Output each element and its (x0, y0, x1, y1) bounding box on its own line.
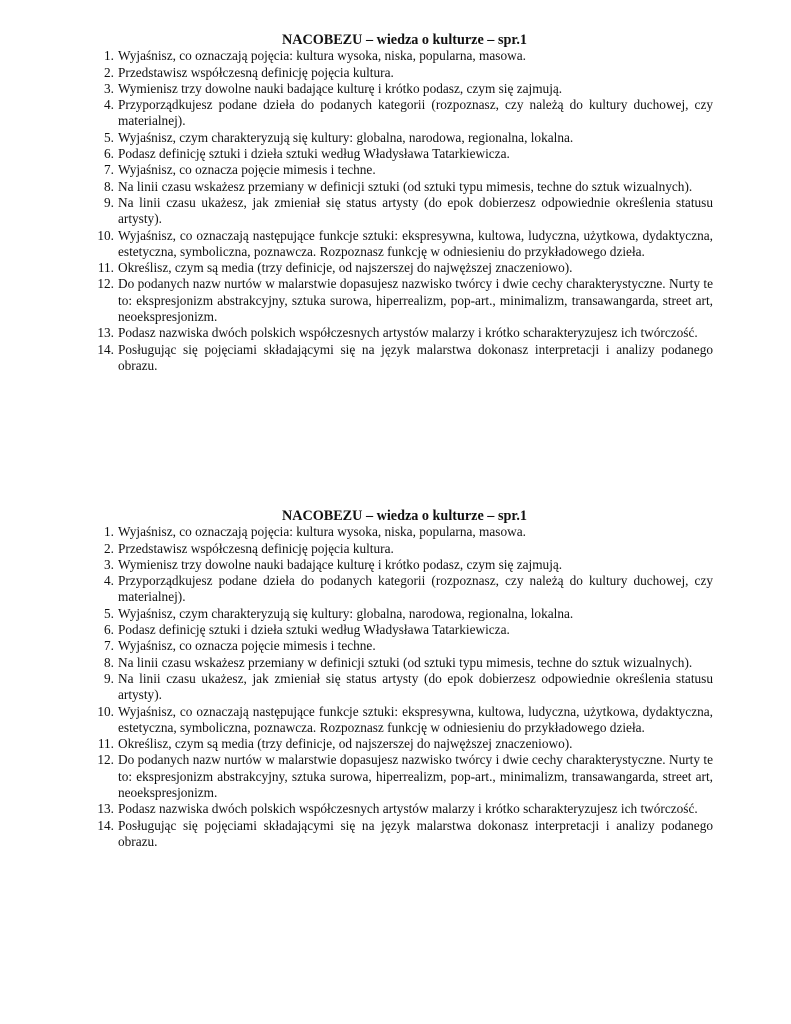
task-item (88, 524, 713, 540)
task-item (88, 146, 713, 162)
task-text: Na linii czasu ukażesz, jak zmieniał się status artysty (do epok dobierzesz odpowiednie określenia statusu artysty). (118, 194, 713, 227)
task-number: 14. (97, 341, 114, 357)
task-item (88, 325, 713, 341)
task-item (88, 573, 713, 606)
task-text: Do podanych nazw nurtów w malarstwie dopasujesz nazwisko twórcy i dwie cechy charakterystyczne. Nurty te to: ekspresjonizm abstrakcyjny, sztuka surowa, hiperrealizm, pop-art., minimalizm, transawangarda, street art, neoekspresjonizm. (118, 276, 713, 325)
task-text: Posługując się pojęciami składającymi się na język malarstwa dokonasz interpretacji i analizy podanego obrazu. (118, 817, 713, 849)
task-number: 8. (104, 178, 114, 194)
task-item (88, 162, 713, 178)
worksheet-top (88, 32, 713, 374)
task-number: 3. (104, 80, 114, 96)
task-number: 13. (97, 325, 114, 341)
task-list (88, 524, 713, 850)
task-text: Podasz definicję sztuki i dzieła sztuki według Władysława Tatarkiewicza. (118, 622, 510, 638)
task-number: 9. (104, 194, 114, 210)
task-item (88, 818, 713, 851)
worksheet-bottom (88, 508, 713, 850)
task-number: 12. (97, 752, 114, 768)
task-text: Posługując się pojęciami składającymi się na język malarstwa dokonasz interpretacji i analizy podanego obrazu. (118, 341, 713, 373)
task-item (88, 179, 713, 195)
task-list (88, 48, 713, 374)
task-text: Określisz, czym są media (trzy definicje, od najszerszej do najwęższej znaczeniowo). (118, 260, 573, 276)
task-text: Wyjaśnisz, czym charakteryzują się kultury: globalna, narodowa, regionalna, lokalna. (118, 129, 574, 145)
task-text: Wyjaśnisz, co oznacza pojęcie mimesis i techne. (118, 162, 376, 178)
task-item (88, 97, 713, 130)
task-number: 6. (104, 146, 114, 162)
task-number: 7. (104, 162, 114, 178)
task-text: Wyjaśnisz, co oznaczają pojęcia: kultura wysoka, niska, popularna, masowa. (118, 524, 526, 540)
task-number: 7. (104, 638, 114, 654)
task-item (88, 655, 713, 671)
task-number: 10. (97, 703, 114, 719)
task-text: Wyjaśnisz, co oznaczają następujące funkcje sztuki: ekspresywna, kultowa, ludyczna, użytkowa, dydaktyczna, estetyczna, symboliczna, poznawcza. Rozpoznasz funkcję w odniesieniu do przykładowego dzieła. (118, 703, 713, 735)
task-text: Określisz, czym są media (trzy definicje, od najszerszej do najwęższej znaczeniowo). (118, 736, 573, 752)
task-number: 1. (104, 524, 114, 540)
task-number: 8. (104, 654, 114, 670)
task-text: Wymienisz trzy dowolne nauki badające kulturę i krótko podasz, czym się zajmują. (118, 556, 563, 572)
task-text: Na linii czasu ukażesz, jak zmieniał się status artysty (do epok dobierzesz odpowiednie określenia statusu artysty). (118, 670, 713, 703)
task-item (88, 606, 713, 622)
task-number: 14. (97, 817, 114, 833)
task-text: Przedstawisz współczesną definicję pojęcia kultura. (118, 64, 394, 80)
task-text: Wyjaśnisz, co oznacza pojęcie mimesis i techne. (118, 638, 376, 654)
task-item (88, 704, 713, 737)
task-text: Podasz nazwiska dwóch polskich współczesnych artystów malarzy i krótko scharakteryzujesz ich twórczość. (118, 801, 698, 817)
worksheet-title: NACOBEZU – wiedza o kulturze – spr.1 (281, 508, 527, 524)
task-number: 5. (104, 129, 114, 145)
worksheet-title: NACOBEZU – wiedza o kulturze – spr.1 (281, 32, 527, 48)
task-item (88, 48, 713, 64)
task-item (88, 622, 713, 638)
task-item (88, 342, 713, 375)
task-text: Podasz nazwiska dwóch polskich współczesnych artystów malarzy i krótko scharakteryzujesz ich twórczość. (118, 325, 698, 341)
task-item (88, 752, 713, 801)
task-text: Wyjaśnisz, co oznaczają następujące funkcje sztuki: ekspresywna, kultowa, ludyczna, użytkowa, dydaktyczna, estetyczna, symboliczna, poznawcza. Rozpoznasz funkcję w odniesieniu do przykładowego dzieła. (118, 227, 713, 259)
task-item (88, 276, 713, 325)
task-number: 12. (97, 276, 114, 292)
task-item (88, 81, 713, 97)
task-item (88, 228, 713, 261)
task-text: Wyjaśnisz, czym charakteryzują się kultury: globalna, narodowa, regionalna, lokalna. (118, 605, 574, 621)
task-text: Przyporządkujesz podane dzieła do podanych kategorii (rozpoznasz, czy należą do kultury duchowej, czy materialnej). (118, 97, 713, 129)
task-text: Na linii czasu wskażesz przemiany w definicji sztuki (od sztuki typu mimesis, techne do sztuk wizualnych). (118, 654, 693, 670)
task-item (88, 65, 713, 81)
task-item (88, 801, 713, 817)
task-number: 11. (97, 736, 114, 752)
task-number: 13. (97, 801, 114, 817)
task-text: Wymienisz trzy dowolne nauki badające kulturę i krótko podasz, czym się zajmują. (118, 80, 563, 96)
task-number: 2. (104, 540, 114, 556)
task-number: 11. (97, 260, 114, 276)
task-item (88, 671, 713, 704)
task-item (88, 130, 713, 146)
task-text: Wyjaśnisz, co oznaczają pojęcia: kultura wysoka, niska, popularna, masowa. (118, 48, 526, 64)
task-text: Do podanych nazw nurtów w malarstwie dopasujesz nazwisko twórcy i dwie cechy charakterystyczne. Nurty te to: ekspresjonizm abstrakcyjny, sztuka surowa, hiperrealizm, pop-art., minimalizm, transawangarda, street art, neoekspresjonizm. (118, 752, 713, 801)
task-number: 3. (104, 556, 114, 572)
task-text: Podasz definicję sztuki i dzieła sztuki według Władysława Tatarkiewicza. (118, 146, 510, 162)
task-item (88, 195, 713, 228)
task-item (88, 260, 713, 276)
task-number: 4. (104, 573, 114, 589)
task-item (88, 557, 713, 573)
task-text: Przyporządkujesz podane dzieła do podanych kategorii (rozpoznasz, czy należą do kultury duchowej, czy materialnej). (118, 573, 713, 605)
task-item (88, 638, 713, 654)
task-text: Przedstawisz współczesną definicję pojęcia kultura. (118, 540, 394, 556)
task-number: 1. (104, 48, 114, 64)
task-number: 2. (104, 64, 114, 80)
task-number: 9. (104, 670, 114, 686)
task-number: 5. (104, 605, 114, 621)
task-item (88, 541, 713, 557)
task-number: 6. (104, 622, 114, 638)
task-text: Na linii czasu wskażesz przemiany w definicji sztuki (od sztuki typu mimesis, techne do sztuk wizualnych). (118, 178, 693, 194)
task-number: 4. (104, 97, 114, 113)
task-item (88, 736, 713, 752)
task-number: 10. (97, 227, 114, 243)
